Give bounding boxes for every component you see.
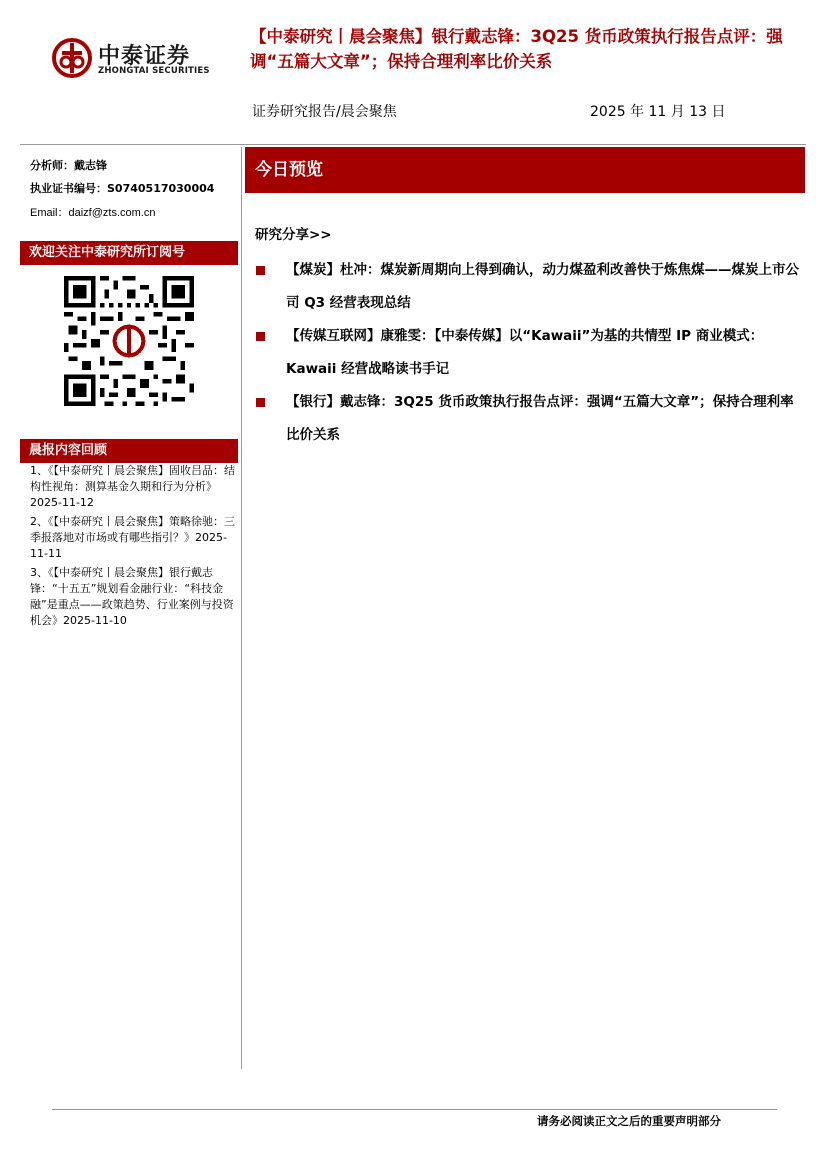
review-item[interactable]: 2、《【中泰研究丨晨会聚焦】策略徐驰：三季报落地对市场或有哪些指引？》2025-11-11 <box>30 515 235 560</box>
review-list <box>30 463 235 632</box>
header-divider <box>20 144 806 145</box>
qr-code-icon <box>64 276 194 406</box>
company-logo <box>52 38 222 82</box>
research-item[interactable] <box>256 320 801 386</box>
report-title: 【中泰研究丨晨会聚焦】银行戴志锋：3Q25 货币政策执行报告点评：强调“五篇大文章”；保持合理利率比价关系 <box>250 27 783 71</box>
research-share-heading: 研究分享>> <box>255 227 332 243</box>
footer-notice: 请务必阅读正文之后的重要声明部分 <box>537 1114 721 1128</box>
research-item-text: 【传媒互联网】康雅雯：【中泰传媒】以“Kawaii”为基的共情型 IP 商业模式：Kawaii 经营战略读书手记 <box>286 328 764 377</box>
research-item-text: 【银行】戴志锋：3Q25 货币政策执行报告点评：强调“五篇大文章”；保持合理利率比价关系 <box>286 394 794 443</box>
report-date: 2025 年 11 月 13 日 <box>590 104 726 120</box>
research-item[interactable] <box>256 254 801 320</box>
square-bullet-icon <box>256 266 265 275</box>
footer-divider <box>52 1109 777 1110</box>
column-divider <box>241 147 242 1069</box>
review-item[interactable]: 3、《【中泰研究丨晨会聚焦】银行戴志锋：“十五五”规划看金融行业：“科技金融”是重点——政策趋势、行业案例与投资机会》2025-11-10 <box>30 566 234 627</box>
research-list <box>256 254 801 452</box>
logo-name-en: ZHONGTAI SECURITIES <box>98 66 210 76</box>
square-bullet-icon <box>256 332 265 341</box>
today-preview-banner: 今日预览 <box>245 147 805 193</box>
review-banner: 晨报内容回顾 <box>20 439 238 463</box>
report-category: 证券研究报告/晨会聚焦 <box>252 104 397 120</box>
research-item-text: 【煤炭】杜冲：煤炭新周期向上得到确认，动力煤盈利改善快于炼焦煤——煤炭上市公司 Q3 经营表现总结 <box>286 262 799 311</box>
research-item[interactable] <box>256 386 801 452</box>
logo-name-cn: 中泰证券 <box>98 44 191 69</box>
square-bullet-icon <box>256 398 265 407</box>
review-item[interactable]: 1、《【中泰研究丨晨会聚焦】固收吕品：结构性视角：测算基金久期和行为分析》2025-11-12 <box>30 464 235 509</box>
zhongtai-logo-icon <box>52 38 92 78</box>
analyst-email[interactable]: Email：daizf@zts.com.cn <box>30 207 156 219</box>
analyst-name: 分析师：戴志锋 <box>30 159 107 172</box>
subscribe-banner: 欢迎关注中泰研究所订阅号 <box>20 241 238 265</box>
analyst-license: 执业证书编号：S0740517030004 <box>30 182 215 195</box>
